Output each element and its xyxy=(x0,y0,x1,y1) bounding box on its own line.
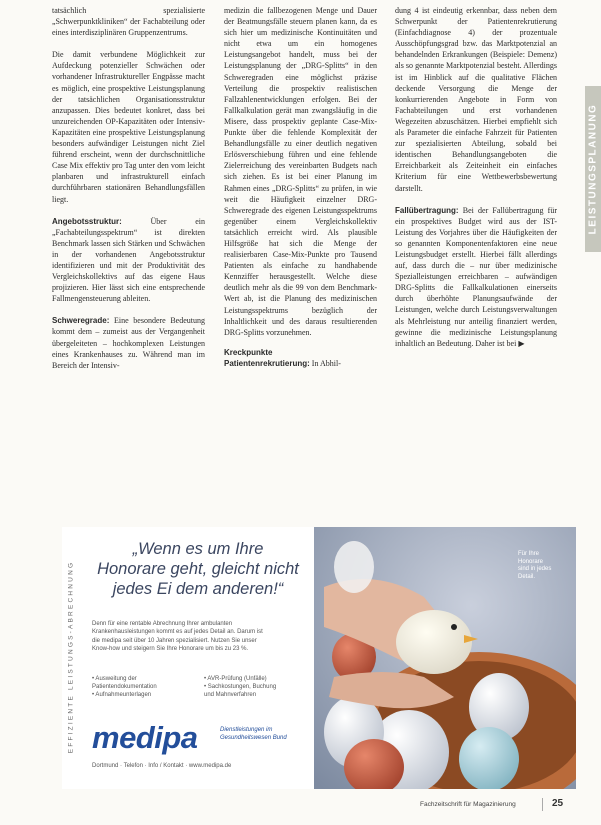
subheading-patientenrekrutierung: Patientenrekrutierung: xyxy=(224,358,310,368)
egg-white xyxy=(334,541,374,593)
bullet-column-2 xyxy=(204,675,314,699)
article-column-2 xyxy=(224,5,377,522)
continue-arrow-icon: ▶ xyxy=(518,338,525,348)
paragraph: tatsächlich spezialisierte „Schwerpunktkliniken“ der Fachabteilung oder eines interdisziplinären Gruppenzentrums. xyxy=(52,6,205,38)
journal-name: Fachzeitschrift für Magazinierung xyxy=(420,801,516,808)
subheading-schweregrade: Schweregrade: xyxy=(52,316,110,326)
subheading-falluebertragung: Fallübertragung: xyxy=(395,205,459,215)
ad-text-panel xyxy=(62,527,314,789)
article-body xyxy=(52,5,557,522)
ad-body-line: Know-how und steigern Sie Ihre Honorare um bis zu 23 %. xyxy=(92,646,249,653)
ad-body-line: Krankenhausleistungen kommt es auf jedes Detail an. Darum ist xyxy=(92,629,263,636)
paragraph-text: Über ein „Fachabteilungsspektrum“ ist direkten Benchmark lassen sich Stärken und Schwächen in der vorhandenen Angebotsstruktur identifizieren und mit der Produktivität des Vergleichskollektivs auf das eigene Haus projizieren. Hier lässt sich eine entsprechende Fallmengensteuerung ableiten. xyxy=(52,216,205,304)
ad-photo xyxy=(314,527,576,789)
bullet-column-1 xyxy=(92,675,202,699)
caption-line: Für Ihre xyxy=(518,551,540,557)
ad-contact: Dortmund · Telefon · Info / Kontakt · www.medipa.de xyxy=(92,763,232,769)
bullet-item: • AVR-Prüfung (Unfälle) xyxy=(204,676,267,682)
headline-line: „Wenn es um Ihre xyxy=(132,540,264,558)
caption-line: Detail. xyxy=(518,573,536,580)
paragraph xyxy=(224,358,377,369)
headline-line: Honorare geht, gleicht nicht xyxy=(97,560,299,578)
ad-headline xyxy=(84,539,312,599)
ad-tagline xyxy=(220,727,287,742)
advertisement xyxy=(62,527,576,789)
bullet-item: Patientendokumentation xyxy=(92,684,157,690)
bullet-item: • Ausweitung der xyxy=(92,676,137,682)
ad-vertical-label xyxy=(64,537,78,777)
article-column-1 xyxy=(52,5,205,522)
medipa-logo: medipa xyxy=(92,720,198,755)
section-heading: Kreckpunkte xyxy=(224,347,273,357)
section-side-tab xyxy=(585,86,601,252)
bullet-item: • Sachkostungen, Buchung xyxy=(204,684,277,690)
ad-vertical-text: EFFIZIENTE LEISTUNGS-ABRECHNUNG xyxy=(67,560,75,754)
side-tab-label: LEISTUNGSPLANUNG xyxy=(587,103,599,235)
tagline-line: Dienstleistungen im xyxy=(220,727,273,733)
paragraph xyxy=(52,315,205,370)
bullet-item: und Mahnverfahren xyxy=(204,692,257,698)
paragraph-text: In Abhil- xyxy=(311,358,341,368)
paragraph: dung 4 ist eindeutig erkennbar, dass neben dem Schwerpunkt der Patientenrekrutierung (Einfachdiagnose 4) der prozentuale Ausschöpfungsgrad bzw. das Marktpotenzial an behandelnden Erkrankungen (Beispiele: Demenz) als so genannte Marktpotenzial besteht. Allerdings ist im Hinblick auf die qualitative Flächen deckende Versorgung die Menge der konkurrierenden Angebote in Form von Fachabteilungen und erst vorhandenen Wegezeiten abzuschätzen. Hierbei empfiehlt sich als Parameter die einfache Fahrzeit für Patienten zur spezialisierten Abteilung, sobald bei identischen Behandlungsangeboten die Erreichbarkeit als Zeiteinheit ein einfaches Kriterium für eine Wettbewerbsbewertung darstellt. xyxy=(395,6,557,193)
bullet-item: • Aufnahmeunterlagen xyxy=(92,692,152,698)
paragraph xyxy=(395,205,557,349)
headline-line: jedes Ei dem anderen!“ xyxy=(112,580,284,598)
ad-logo-row xyxy=(92,720,310,756)
caption-line: Honorare xyxy=(518,558,544,565)
ad-body-line: Denn für eine rentable Abrechnung Ihrer ambulanten xyxy=(92,621,233,627)
article-column-3 xyxy=(395,5,557,522)
ad-body-line: die medipa seit über 10 Jahren spezialisiert. Nutzen Sie unser xyxy=(92,637,257,644)
page-footer xyxy=(420,798,580,812)
footer-divider xyxy=(542,798,543,811)
paragraph-text: Eine besondere Bedeutung kommt dem – zumeist aus der Vergangenheit übergeleiteten – hochkomplexen Leistungen eines Krankenhauses zu. Während man im Bereich der Intensiv- xyxy=(52,316,205,370)
chick xyxy=(396,610,472,674)
egg-blue xyxy=(459,727,519,789)
caption-line: sind in jedes xyxy=(518,566,552,573)
subheading-angebotsstruktur: Angebotsstruktur: xyxy=(52,216,122,226)
paragraph-text: Bei der Fallübertragung für ein prospektives Budget wird aus der IST-Leistung des Vorjahres über die Häufigkeiten der so genannten Komponentenfaktoren eine neue Leistungsbudget erstellt. Hierbei fällt allerdings auf, dass durch die – nur über medizinische Spezialleistungen erreichbaren – aufwändigen DRG-Splitts die Fallkalkulationen einerseits durch überhöhte Planungsaufwände der Leistungen, welche durch Leistungsverwaltungen als Mehrleistung nur anteilig finanziert werden, gewinne die medizinische Leistungsplanung inhaltlich an Bedeutung. Daher ist bei xyxy=(395,205,557,348)
tagline-line: Gesundheitswesen Bund xyxy=(220,734,287,741)
paragraph: medizin die fallbezogenen Menge und Dauer der Beatmungsfälle steuern planen kann, da es sich hier um medizinische Kontinuitäten und nicht etwa um ein homogenes Leistungsangebot handelt, muss bei der Leistungsplanung der „DRG-Splitts“ in den Schweregraden eine möglichst präzise Verteilung die prospektiv realistischen Fallzahlenentwicklungen erfolgen. Bei der Fallkalkulation gerät man zwangsläufig in die Misere, dass prospektiv geplante Case-Mix-Punkte über die fehlende Komplexität der Behandlungsfälle zu einer deutlich negativen Erlösverschiebung führen und eine fehlende Zielerreichung des vereinbarten Budgets nach sich ziehen. Es ist bei einer Planung im Rahmen eines „DRG-Splitts“ zu prüfen, in wie weit die Häufigkeit einzelner DRG-Schweregrade des eigenen Leistungsspektrums gegenüber einem Vergleichskollektiv tatsächlich erreicht wird. Als plausible Hilfsgröße hat sich die Menge der realisierbaren Case-Mix-Punkte pro Tausend Patienten als einfache zu handhabende Kennziffer herausgestellt. Welche diese deutlich mehr als die 99 von dem Benchmark-Wert ab, ist die Planung des medizinischen Leistungsspektrums bezüglich der Inhaltlichkeit und des daraus resultierenden DRG-Splitts vorzunehmen. xyxy=(224,6,377,337)
chick-eye xyxy=(451,624,457,630)
paragraph xyxy=(52,216,205,305)
page-number: 25 xyxy=(552,798,564,809)
photo-caption xyxy=(518,551,568,581)
ad-body-text xyxy=(92,620,310,654)
paragraph: Die damit verbundene Möglichkeit zur Aufdeckung potenzieller Schwächen oder vorhandener Infrastruktureller Engpässe macht es möglich, eine prospektive Leistungsplanung der tatsächlichen Organisationsstruktur anzupassen. Dies bedeutet konkret, dass bei unzureichenden OP-Kapazitäten oder Intensiv-Kapazitäten eine prospektive Leistungsplanung besonders aufwändiger Leistungen nicht Ziel führend erscheint, wenn der durchschnittliche Case Mix effektiv pro Tag unter den vom leicht planbaren und infrastrukturell einfach durchführbaren stationären Behandlungsfällen liegt. xyxy=(52,50,205,204)
